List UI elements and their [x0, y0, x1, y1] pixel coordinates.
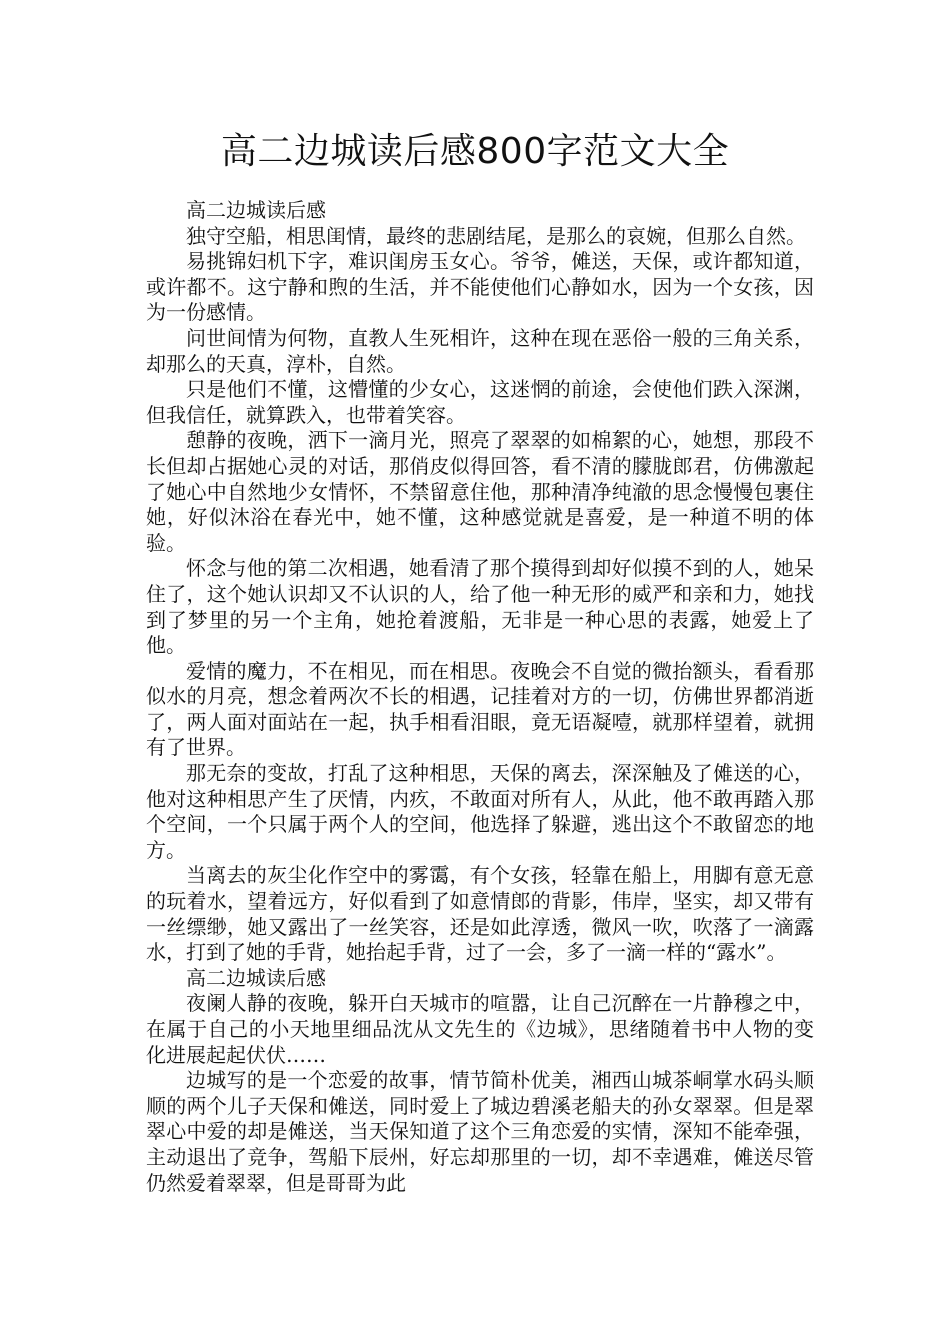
paragraph: 边城写的是一个恋爱的故事，情节简朴优美，湘西山城茶峒掌水码头顺顺的两个儿子天保和傩送，同时爱上了城边碧溪老船夫的孙女翠翠。但是翠翠心中爱的却是傩送，当天保知道了这个三角恋爱的实情，深知不能牵强，主动退出了竞争，驾船下辰州，好忘却那里的一切，却不幸遇难，傩送尽管仍然爱着翠翠，但是哥哥为此 [146, 1068, 814, 1195]
paragraph: 易挑锦妇机下字，难识闺房玉女心。爷爷，傩送，天保，或许都知道，或许都不。这宁静和煦的生活，并不能使他们心静如水，因为一个女孩，因为一份感情。 [146, 249, 814, 325]
paragraph: 当离去的灰尘化作空中的雾霭，有个女孩，轻靠在船上，用脚有意无意的玩着水，望着远方，好似看到了如意情郎的背影，伟岸，坚实，却又带有一丝缥缈，她又露出了一丝笑容，还是如此淳透，微风一吹，吹落了一滴露水，打到了她的手背，她抬起手背，过了一会，多了一滴一样的“露水”。 [146, 863, 814, 965]
paragraph: 高二边城读后感 [186, 198, 326, 222]
paragraph: 那无奈的变故，打乱了这种相思，天保的离去，深深触及了傩送的心，他对这种相思产生了厌情，内疚，不敢面对所有人，从此，他不敢再踏入那个空间，一个只属于两个人的空间，他选择了躲避，逃出这个不敢留恋的地方。 [146, 761, 814, 862]
paragraph: 独守空船，相思闺情，最终的悲剧结尾，是那么的哀婉，但那么自然。 [186, 223, 806, 248]
paragraph: 高二边城读后感 [186, 965, 326, 990]
paragraph: 爱情的魔力，不在相见，而在相思。夜晚会不自觉的微抬额头，看看那似水的月亮，想念着两次不长的相遇，记挂着对方的一切，仿佛世界都消逝了，两人面对面站在一起，执手相看泪眼，竟无语凝噎，就那样望着，就拥有了世界。 [146, 658, 814, 760]
paragraph: 怀念与他的第二次相遇，她看清了那个摸得到却好似摸不到的人，她呆住了，这个她认识却又不认识的人，给了他一种无形的威严和亲和力，她找到了梦里的另一个主角，她抢着渡船，无非是一种心思的表露，她爱上了他。 [146, 556, 814, 658]
paragraph: 夜阑人静的夜晚，躲开白天城市的喧嚣，让自己沉醉在一片静穆之中，在属于自己的小天地里细品沈从文先生的《边城》，思绪随着书中人物的变化进展起起伏伏…… [146, 991, 814, 1067]
document-title: 高二边城读后感800字范文大全 [220, 131, 730, 172]
document-body [146, 198, 814, 1196]
paragraph: 只是他们不懂，这懵懂的少女心，这迷惘的前途，会使他们跌入深渊，但我信任，就算跌入，也带着笑容。 [146, 377, 814, 427]
paragraph: 问世间情为何物，直教人生死相许，这种在现在恶俗一般的三角关系，却那么的天真，淳朴，自然。 [146, 325, 814, 376]
paragraph: 憩静的夜晚，洒下一滴月光，照亮了翠翠的如棉絮的心，她想，那段不长但却占据她心灵的对话，那俏皮似得回答，看不清的朦胧郎君，仿佛激起了她心中自然地少女情怀，不禁留意住他，那种清净纯澈的思念慢慢包裹住她，好似沐浴在春光中，她不懂，这种感觉就是喜爱，是一种道不明的体验。 [146, 428, 814, 555]
